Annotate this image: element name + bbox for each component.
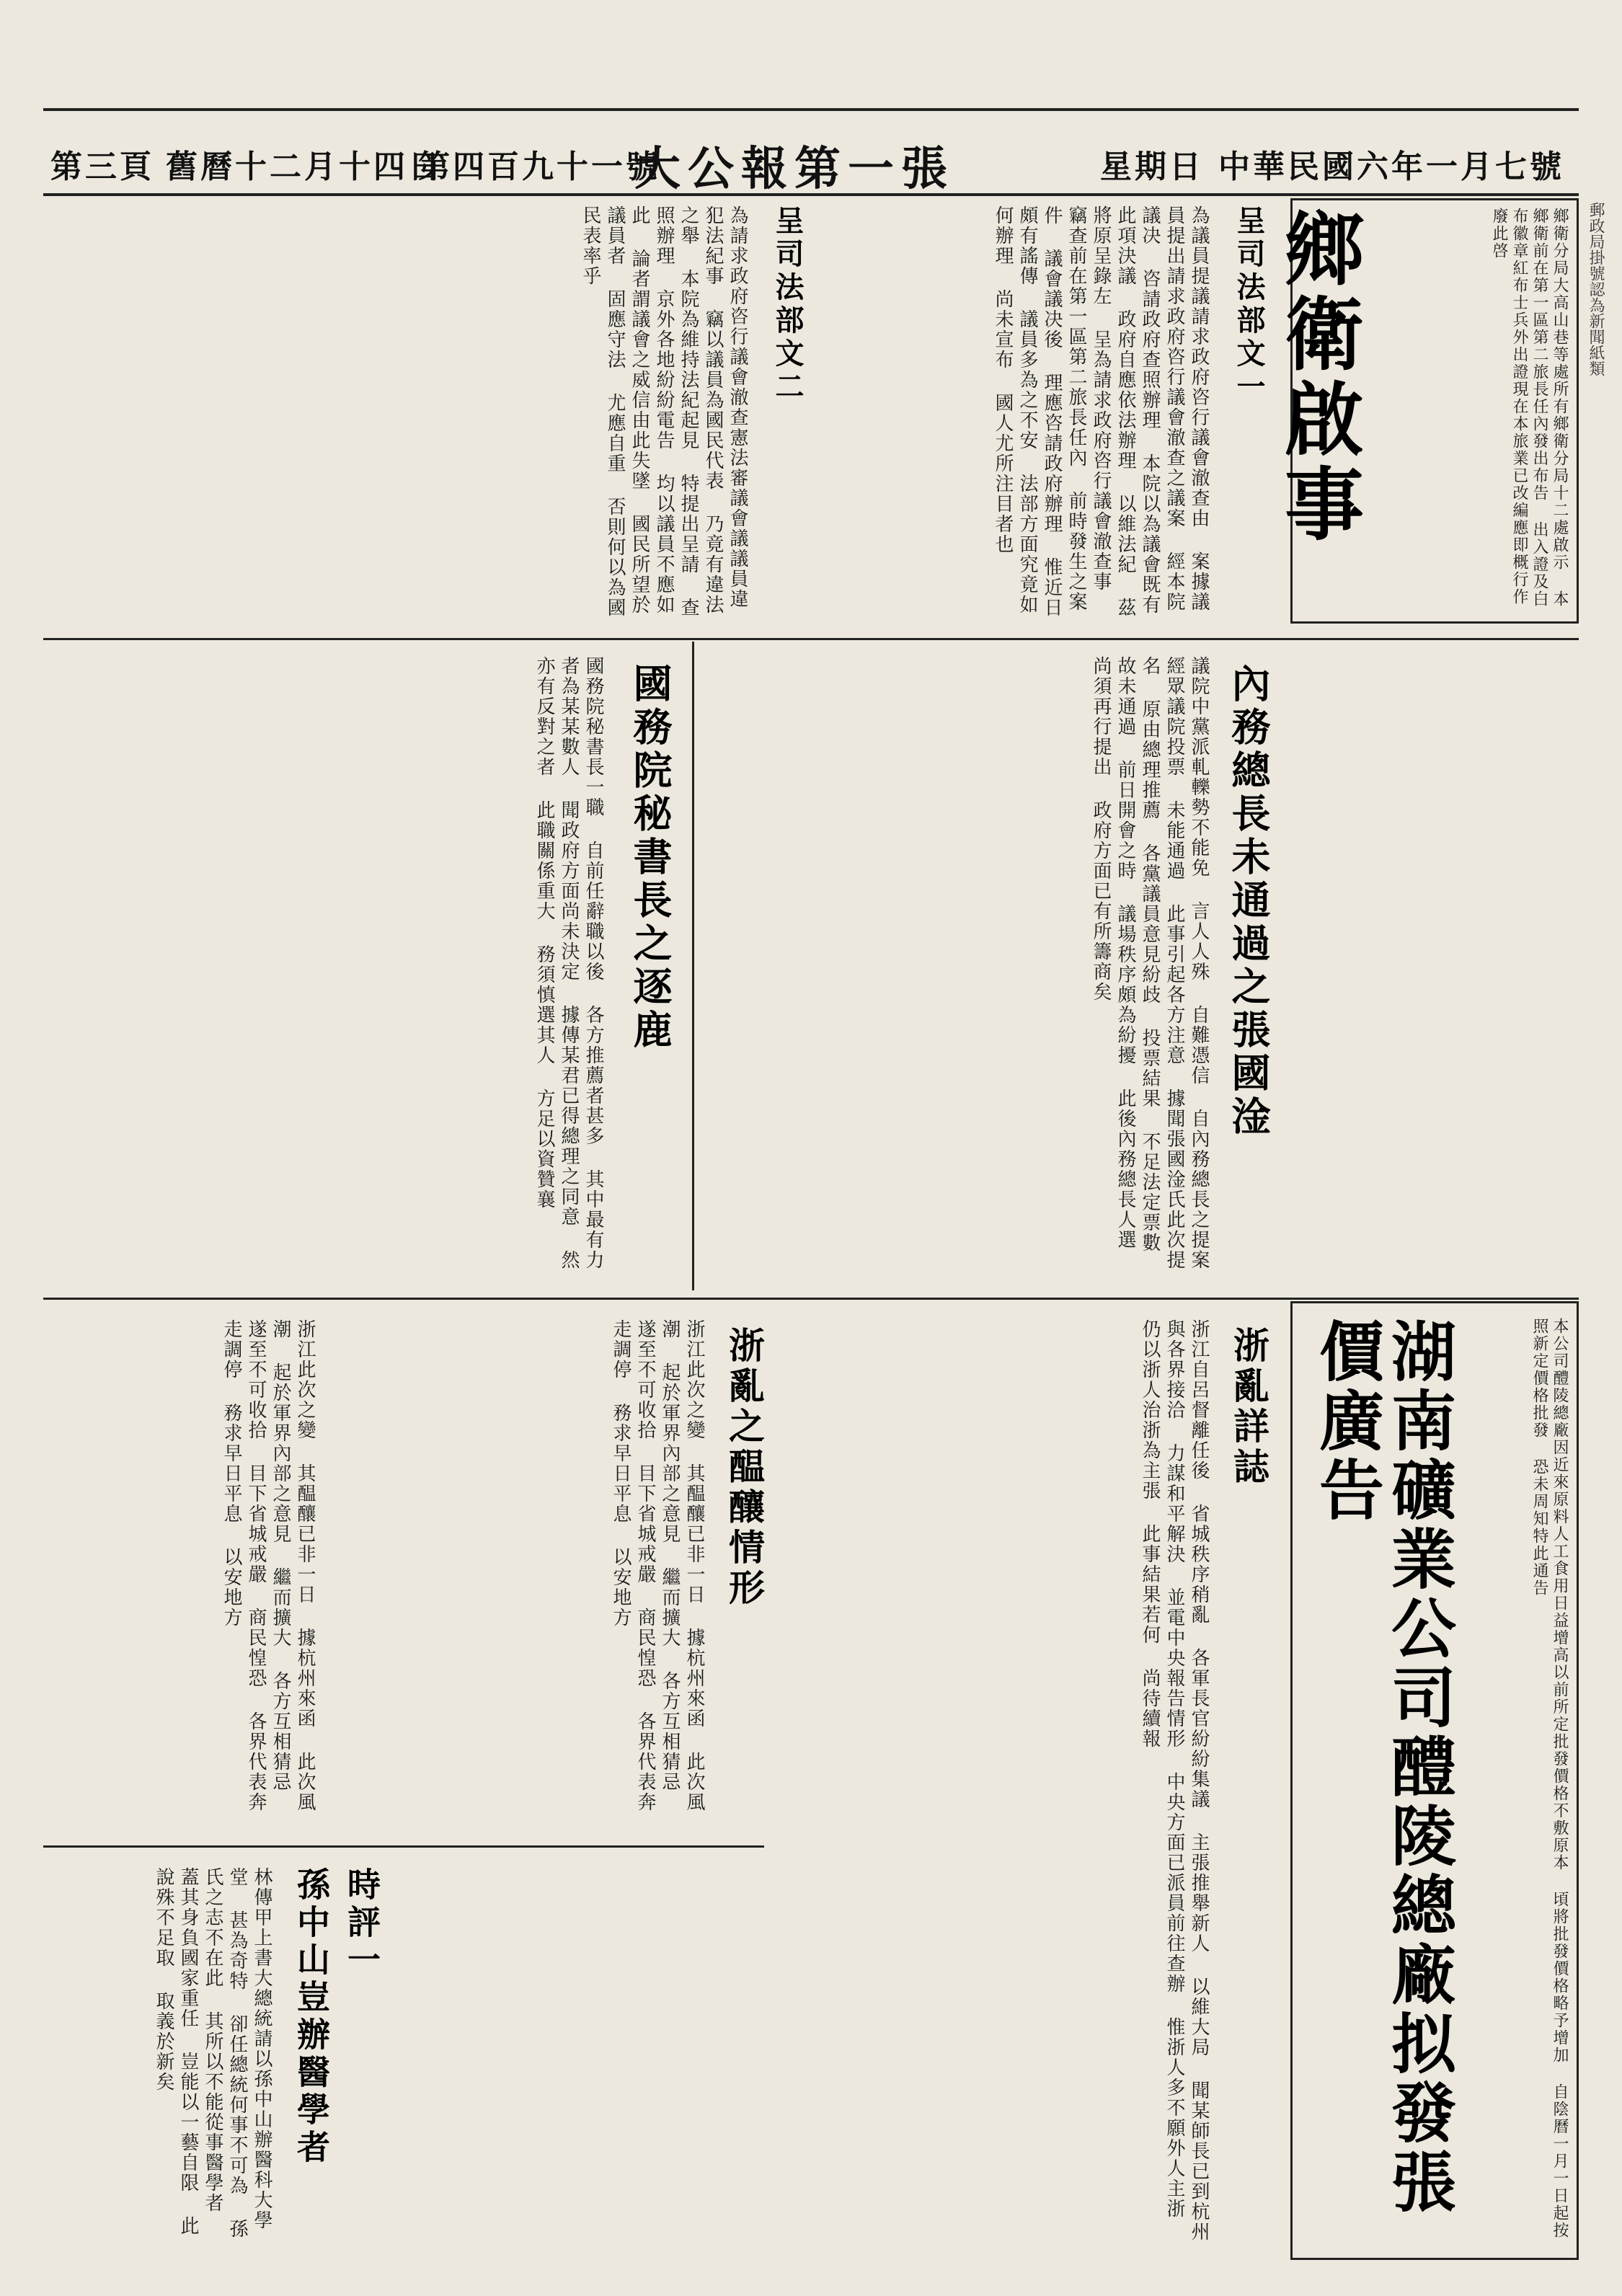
masthead-paper-name: 大公報第一張 <box>634 142 954 196</box>
article-3-headline: 內務總長未通過之張國淦 <box>1226 663 1272 1139</box>
article-6-body: 浙江此次之變 其醖釀已非一日 據杭州來函 此次風潮 起於軍界內部之意見 繼而擴大 各方互相猜忌 遂至不可收拾 目下省城戒嚴 商民惶恐 各界代表奔走調停 務求早日平息 以安地方 <box>610 1319 705 1812</box>
masthead-weekday: 星期日 <box>1100 149 1204 185</box>
article-1-headline: 呈司法部文一 <box>1232 205 1266 404</box>
ad-hunan <box>1290 1301 1579 2260</box>
ad-xiangwei <box>1272 198 1579 624</box>
masthead-date-republic: 中華民國六年一月七號 <box>1218 149 1564 185</box>
article-2-body: 為請求政府咨行議會澈查憲法審議會議議員違犯法紀事 竊以議員為國民代表 乃竟有違法之舉 本院為維持法紀起見 特提出呈請 查照辦理 京外各地紛紛電告 均以議員不應如此 論者謂議會之威信由此失墜 國民所望於議員者 固應守法 尤應自重 否則何以為國民表率乎 <box>580 205 748 618</box>
article-2-headline: 呈司法部文二 <box>771 205 805 404</box>
masthead-issue-no: 第四百九十一號 <box>418 149 660 185</box>
masthead-date-lunar: 舊曆十二月十四日 <box>166 149 443 185</box>
article-5-body: 浙江自呂督離任後 省城秩序稍亂 各軍長官紛紛集議 主張推舉新人 以維大局 聞某師長已到杭州 與各界接洽 力謀和平解決 並電中央報告情形 中央方面已派員前往查辦 惟浙人多不願外人主浙 仍以浙人治浙為主張 此事結果若何 尚待續報 <box>1139 1319 1210 2242</box>
article-4-headline: 國務院秘書長之逐鹿 <box>627 663 673 1052</box>
ad-hunan-title: 湖南礦業公司醴陵總廠拟發張價廣告 <box>1308 1318 1456 2217</box>
masthead <box>43 126 1579 196</box>
article-7-body: 林傳甲上書大總統請以孫中山辦醫科大學堂 甚為奇特 卻任總統何事不可為 孫氏之志不在此 其所以不能從事醫學者 蓋其身負國家重任 豈能以一藝自限 此說殊不足取 取義於新矣 <box>153 1867 272 2239</box>
article-4-body: 國務院秘書長一職 自前任辭職以後 各方推薦者甚多 其中最有力者為某某數人 聞政府方面尚未決定 據傳某君已得總理之同意 然亦有反對之者 此職關係重大 務須慎選其人 方足以資贊襄 <box>533 656 604 1270</box>
column-label-timeliness: 時評一 <box>342 1867 381 1980</box>
article-6-headline: 浙亂之醖釀情形 <box>723 1326 766 1609</box>
article-5-headline: 浙亂詳誌 <box>1228 1326 1270 1488</box>
masthead-page-no: 第三頁 <box>50 149 154 185</box>
ad-hunan-text: 本公司醴陵總廠因近來原料人工食用日益增高以前所定批發價格不敷原本 頃將批發價格略予增加 自陰曆一月一日起按照新定價格批發 恐未周知特此通告 <box>1530 1318 1569 2239</box>
ad-xiangwei-text: 鄉衛分局大高山巷等處所有鄉衛分局十二處啟示 本鄉衛前在第一區第二旅長任內發出布告 出入證及白布徽章紅布士兵外出證現在本旅業已改編應即概行作廢此啓 <box>1490 208 1569 608</box>
ad-xiangwei-title: 鄉衛啟事 <box>1272 208 1365 548</box>
article-3-body: 議院中黨派軋轢勢不能免 言人人殊 自難憑信 自內務總長之提案 經眾議院投票 未能通過 此事引起各方注意 據聞張國淦氏此次提名 原由總理推薦 各黨議員意見紛歧 投票結果 不足法定票數 故未通過 前日開會之時 議場秩序頗為紛擾 此後內務總長人選 尚須再行提出 政府方面已有所籌商矣 <box>1090 656 1210 1270</box>
article-1-body: 為議員提議請求政府咨行議會澈查由 案據議員提出請求政府咨行議會澈查之議案 經本院議决 咨請政府查照辦理 本院以為議會既有此項決議 政府自應依法辦理 以維法紀 茲將原呈錄左 呈為請求政府咨行議會澈查事 竊查前在第一區第二旅長任內 前時發生之案件 議會議决後 理應咨請政府辦理 惟近日頗有謠傳 議員多為之不安 法部方面究竟如何辦理 尚未宣布 國人尤所注目者也 <box>992 205 1210 618</box>
article-6-body-continued: 浙江此次之變 其醖釀已非一日 據杭州來函 此次風潮 起於軍界內部之意見 繼而擴大 各方互相猜忌 遂至不可收拾 目下省城戒嚴 商民惶恐 各界代表奔走調停 務求早日平息 以安地方 <box>221 1319 316 1812</box>
right-sidebar-note: 郵政局掛號認為新聞紙類 <box>1587 202 1605 376</box>
article-7-headline: 孫中山豈辦醫學者 <box>292 1867 331 2167</box>
